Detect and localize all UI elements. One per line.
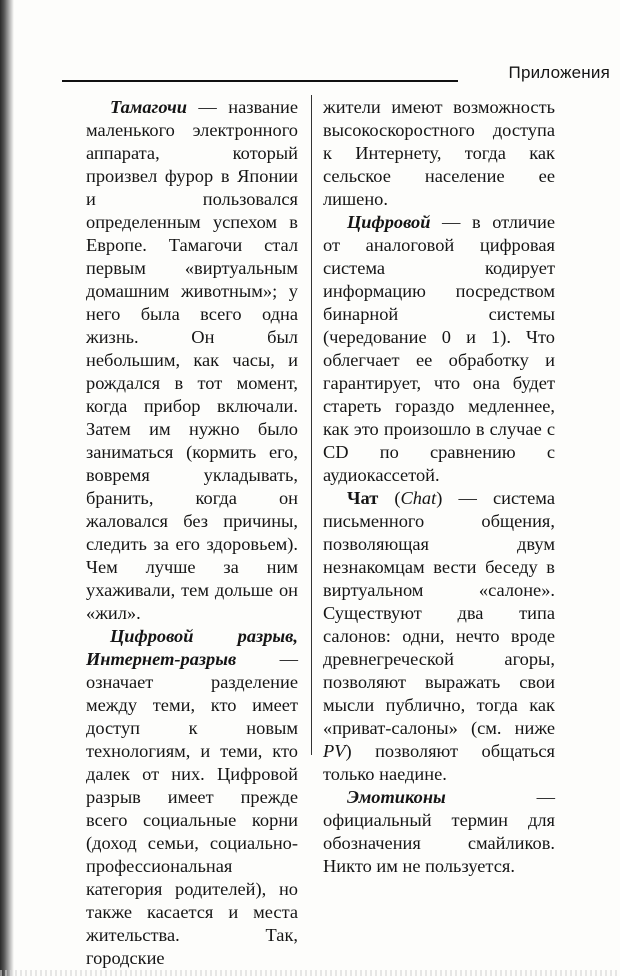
entry-continuation <box>323 96 555 211</box>
entry-term: Цифровой разрыв, Интернет-разрыв <box>86 626 298 669</box>
entry-definition: — название маленького электронного аппарата, который произвел фурор в Японии и пользовался определенным успехом в Европе. Тамагочи стал первым «виртуальным домашним животным»; у него была всего одна жизнь. Он был небольшим, как часы, и рождался в тот момент, когда прибор включали. Затем им нужно было заниматься (кормить его, вовремя укладывать, бранить, когда он жаловался без причины, следить за его здоровьем). Чем лучше за ним ухаживали, тем дольше он «жил». <box>86 97 298 623</box>
book-spine-shadow <box>0 0 14 976</box>
scan-edge-noise <box>0 970 620 976</box>
entry-term: Чат <box>347 488 379 508</box>
entry-definition: ) — система письменного общения, позволяющая двум незнакомцам вести беседу в виртуальном «салоне». Существуют два типа салонов: одни, нечто вроде древнегреческой агоры, позволяют выражать свои мысли публично, тогда как «приват-салоны» (см. ниже <box>323 488 555 738</box>
entry-definition: жители имеют возможность высокоскоростного доступа к Интернету, тогда как сельское население ее лишено. <box>323 97 555 209</box>
entry-definition-end: ) позволяют общаться только наедине. <box>323 741 555 784</box>
entry-emoticons <box>323 786 555 878</box>
entry-tamagotchi <box>86 96 298 625</box>
entry-term: Тамагочи <box>110 97 187 117</box>
running-header: Приложения <box>508 63 610 82</box>
entry-term-english: Chat <box>400 488 437 508</box>
entry-definition: — официальный термин для обозначения смайликов. Никто им не пользуется. <box>323 787 555 876</box>
entry-definition: — означает разделение между теми, кто имеет доступ к новым технологиям, и теми, кто далек от них. Цифровой разрыв имеет прежде всего социальные корни (доход семьи, социально-профессиональная категория родителей), но также касается и места жительства. Так, городские <box>86 649 298 968</box>
entry-digital-divide <box>86 625 298 970</box>
header-rule <box>62 80 458 82</box>
entry-term: Цифровой <box>347 212 431 232</box>
right-column <box>323 96 555 878</box>
left-column <box>86 96 298 970</box>
entry-definition: — в отличие от аналоговой цифровая система кодирует информацию посредством бинарной системы (чередование 0 и 1). Что облегчает ее обработку и гарантирует, что она будет стареть гораздо медленнее, как это произошло в случае с CD по сравнению с аудиокассетой. <box>323 212 555 485</box>
entry-chat <box>323 487 555 786</box>
paren-open: ( <box>378 488 401 508</box>
entry-term: Эмотиконы <box>347 787 446 807</box>
entry-digital <box>323 211 555 487</box>
column-divider <box>311 95 312 755</box>
cross-reference: PV <box>323 741 346 761</box>
